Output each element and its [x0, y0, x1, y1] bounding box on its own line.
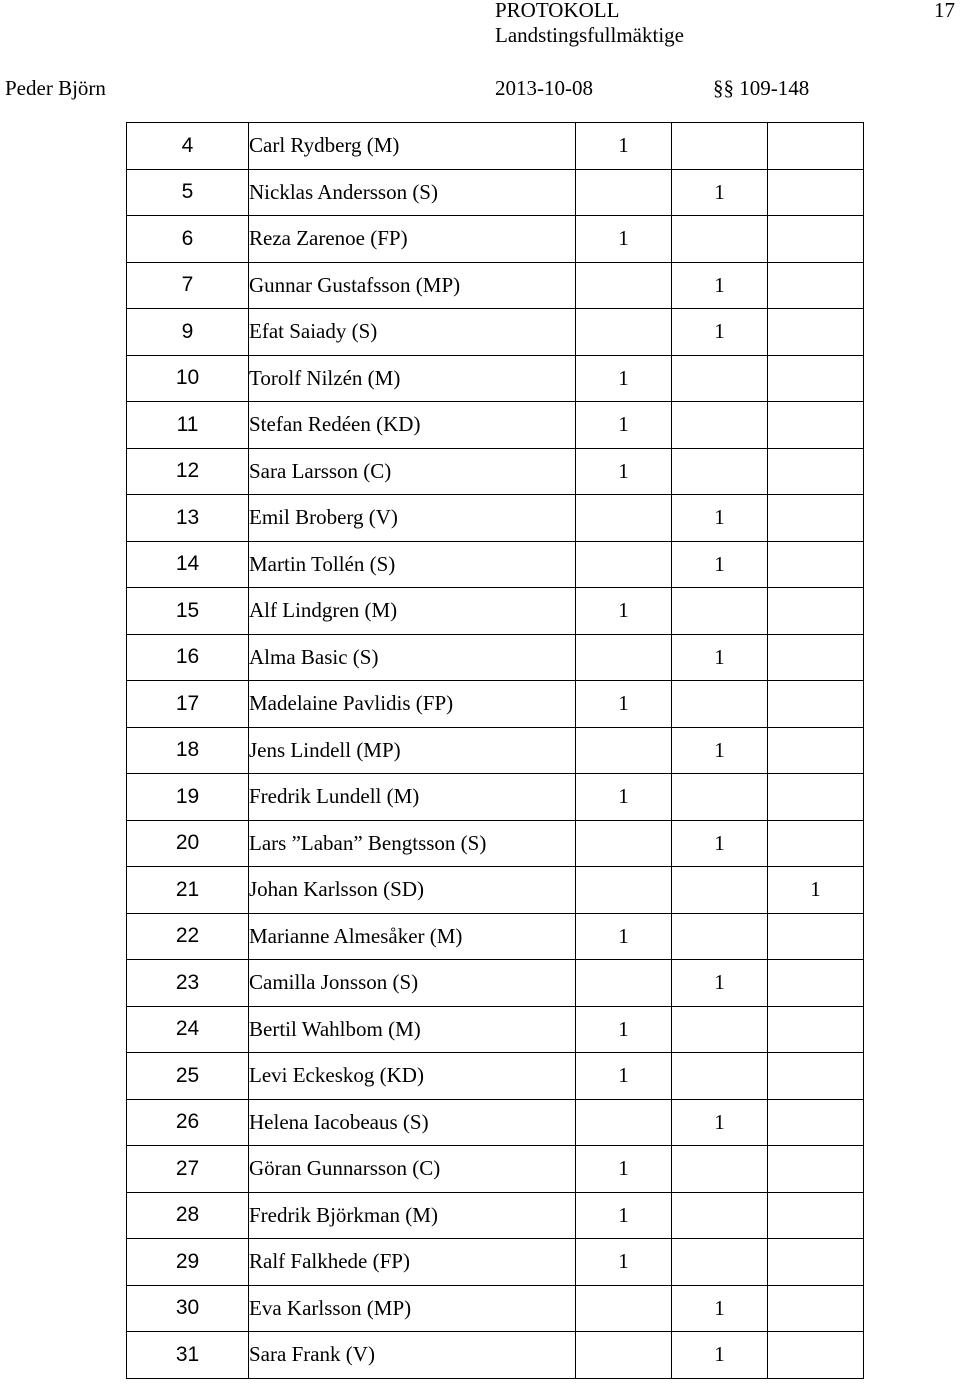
vote-column-3-cell: [768, 355, 864, 402]
vote-column-1-cell: 1: [576, 681, 672, 728]
vote-column-1-cell: 1: [576, 588, 672, 635]
vote-column-1-cell: 1: [576, 1146, 672, 1193]
vote-column-2-cell: [672, 1239, 768, 1286]
member-name-cell: Emil Broberg (V): [249, 495, 576, 542]
member-name-cell: Fredrik Lundell (M): [249, 774, 576, 821]
vote-column-3-cell: [768, 309, 864, 356]
member-number-cell: 21: [127, 867, 249, 914]
vote-column-3-cell: [768, 402, 864, 449]
document-title: PROTOKOLL: [495, 0, 620, 22]
member-number-cell: 27: [127, 1146, 249, 1193]
vote-column-1-cell: [576, 495, 672, 542]
vote-column-2-cell: [672, 867, 768, 914]
vote-column-2-cell: 1: [672, 309, 768, 356]
table-row: [127, 216, 864, 263]
vote-column-3-cell: [768, 1099, 864, 1146]
vote-column-2-cell: 1: [672, 541, 768, 588]
member-number-cell: 17: [127, 681, 249, 728]
vote-column-2-cell: 1: [672, 262, 768, 309]
table-row: [127, 1146, 864, 1193]
member-name-cell: Bertil Wahlbom (M): [249, 1006, 576, 1053]
vote-column-3-cell: [768, 1146, 864, 1193]
member-name-cell: Levi Eckeskog (KD): [249, 1053, 576, 1100]
member-name-cell: Jens Lindell (MP): [249, 727, 576, 774]
vote-column-1-cell: 1: [576, 123, 672, 170]
member-number-cell: 29: [127, 1239, 249, 1286]
member-name-cell: Eva Karlsson (MP): [249, 1285, 576, 1332]
table-row: [127, 727, 864, 774]
member-name-cell: Camilla Jonsson (S): [249, 960, 576, 1007]
vote-column-2-cell: 1: [672, 1099, 768, 1146]
table-row: [127, 1053, 864, 1100]
member-name-cell: Torolf Nilzén (M): [249, 355, 576, 402]
table-row: [127, 402, 864, 449]
member-number-cell: 22: [127, 913, 249, 960]
vote-column-2-cell: 1: [672, 1332, 768, 1379]
member-name-cell: Helena Iacobeaus (S): [249, 1099, 576, 1146]
vote-column-3-cell: [768, 1053, 864, 1100]
table-row: [127, 774, 864, 821]
member-number-cell: 6: [127, 216, 249, 263]
table-row: [127, 262, 864, 309]
vote-column-2-cell: [672, 355, 768, 402]
vote-column-2-cell: [672, 402, 768, 449]
table-row: [127, 1099, 864, 1146]
vote-column-3-cell: [768, 1192, 864, 1239]
vote-column-1-cell: [576, 727, 672, 774]
member-number-cell: 7: [127, 262, 249, 309]
vote-column-1-cell: [576, 169, 672, 216]
member-number-cell: 13: [127, 495, 249, 542]
member-number-cell: 12: [127, 448, 249, 495]
member-name-cell: Johan Karlsson (SD): [249, 867, 576, 914]
page-number: 17: [934, 0, 955, 22]
member-name-cell: Efat Saiady (S): [249, 309, 576, 356]
vote-column-2-cell: [672, 1192, 768, 1239]
member-number-cell: 25: [127, 1053, 249, 1100]
vote-column-3-cell: [768, 634, 864, 681]
table-row: [127, 960, 864, 1007]
vote-column-1-cell: 1: [576, 355, 672, 402]
member-name-cell: Göran Gunnarsson (C): [249, 1146, 576, 1193]
vote-column-2-cell: [672, 588, 768, 635]
member-name-cell: Carl Rydberg (M): [249, 123, 576, 170]
vote-table-body: [127, 123, 864, 1379]
member-name-cell: Nicklas Andersson (S): [249, 169, 576, 216]
table-row: [127, 913, 864, 960]
member-number-cell: 9: [127, 309, 249, 356]
document-date: 2013-10-08: [495, 76, 593, 100]
member-number-cell: 11: [127, 402, 249, 449]
vote-column-2-cell: [672, 123, 768, 170]
table-row: [127, 1285, 864, 1332]
vote-column-2-cell: [672, 1053, 768, 1100]
member-name-cell: Marianne Almesåker (M): [249, 913, 576, 960]
member-number-cell: 5: [127, 169, 249, 216]
table-row: [127, 1192, 864, 1239]
table-row: [127, 309, 864, 356]
member-number-cell: 26: [127, 1099, 249, 1146]
vote-column-3-cell: [768, 1239, 864, 1286]
table-row: [127, 448, 864, 495]
vote-column-1-cell: [576, 820, 672, 867]
member-name-cell: Alf Lindgren (M): [249, 588, 576, 635]
vote-column-2-cell: [672, 1006, 768, 1053]
member-name-cell: Ralf Falkhede (FP): [249, 1239, 576, 1286]
table-row: [127, 1006, 864, 1053]
vote-column-3-cell: [768, 820, 864, 867]
vote-column-1-cell: 1: [576, 216, 672, 263]
vote-column-1-cell: 1: [576, 1192, 672, 1239]
vote-column-1-cell: 1: [576, 402, 672, 449]
vote-column-3-cell: [768, 1285, 864, 1332]
vote-column-3-cell: [768, 495, 864, 542]
vote-column-3-cell: [768, 727, 864, 774]
member-number-cell: 24: [127, 1006, 249, 1053]
vote-column-2-cell: [672, 913, 768, 960]
member-name-cell: Reza Zarenoe (FP): [249, 216, 576, 263]
member-name-cell: Alma Basic (S): [249, 634, 576, 681]
vote-column-3-cell: [768, 681, 864, 728]
document-subtitle: Landstingsfullmäktige: [495, 23, 684, 47]
member-name-cell: Sara Frank (V): [249, 1332, 576, 1379]
vote-column-3-cell: [768, 1006, 864, 1053]
vote-column-1-cell: [576, 960, 672, 1007]
vote-column-2-cell: 1: [672, 1285, 768, 1332]
vote-column-1-cell: [576, 634, 672, 681]
vote-column-3-cell: [768, 588, 864, 635]
member-name-cell: Martin Tollén (S): [249, 541, 576, 588]
vote-column-2-cell: [672, 681, 768, 728]
section-reference: §§ 109-148: [713, 76, 810, 100]
member-number-cell: 15: [127, 588, 249, 635]
member-number-cell: 20: [127, 820, 249, 867]
member-number-cell: 16: [127, 634, 249, 681]
table-row: [127, 169, 864, 216]
vote-column-3-cell: [768, 541, 864, 588]
member-name-cell: Sara Larsson (C): [249, 448, 576, 495]
table-row: [127, 1332, 864, 1379]
vote-column-1-cell: [576, 1099, 672, 1146]
vote-column-1-cell: [576, 1285, 672, 1332]
vote-column-1-cell: [576, 1332, 672, 1379]
vote-column-3-cell: [768, 262, 864, 309]
vote-column-3-cell: [768, 169, 864, 216]
member-name-cell: Stefan Redéen (KD): [249, 402, 576, 449]
vote-column-3-cell: [768, 774, 864, 821]
member-number-cell: 19: [127, 774, 249, 821]
table-row: [127, 541, 864, 588]
author-name: Peder Björn: [5, 76, 106, 100]
member-name-cell: Fredrik Björkman (M): [249, 1192, 576, 1239]
vote-column-1-cell: 1: [576, 1006, 672, 1053]
table-row: [127, 867, 864, 914]
table-row: [127, 681, 864, 728]
vote-table: [126, 122, 864, 1379]
vote-column-3-cell: [768, 123, 864, 170]
vote-column-2-cell: 1: [672, 495, 768, 542]
vote-column-3-cell: [768, 216, 864, 263]
vote-column-2-cell: 1: [672, 960, 768, 1007]
vote-column-2-cell: 1: [672, 820, 768, 867]
member-number-cell: 28: [127, 1192, 249, 1239]
table-row: [127, 634, 864, 681]
table-row: [127, 820, 864, 867]
vote-column-1-cell: 1: [576, 1053, 672, 1100]
vote-column-3-cell: 1: [768, 867, 864, 914]
vote-column-3-cell: [768, 448, 864, 495]
table-row: [127, 588, 864, 635]
member-number-cell: 10: [127, 355, 249, 402]
vote-column-1-cell: 1: [576, 774, 672, 821]
vote-column-1-cell: 1: [576, 1239, 672, 1286]
vote-column-2-cell: 1: [672, 634, 768, 681]
vote-column-1-cell: 1: [576, 913, 672, 960]
vote-column-3-cell: [768, 913, 864, 960]
member-name-cell: Gunnar Gustafsson (MP): [249, 262, 576, 309]
member-name-cell: Lars ”Laban” Bengtsson (S): [249, 820, 576, 867]
vote-column-2-cell: [672, 448, 768, 495]
table-row: [127, 495, 864, 542]
member-number-cell: 4: [127, 123, 249, 170]
vote-column-3-cell: [768, 960, 864, 1007]
member-number-cell: 14: [127, 541, 249, 588]
vote-column-1-cell: [576, 867, 672, 914]
vote-column-2-cell: 1: [672, 169, 768, 216]
member-number-cell: 23: [127, 960, 249, 1007]
vote-column-2-cell: 1: [672, 727, 768, 774]
table-row: [127, 123, 864, 170]
table-row: [127, 1239, 864, 1286]
vote-column-2-cell: [672, 216, 768, 263]
vote-column-1-cell: 1: [576, 448, 672, 495]
vote-column-2-cell: [672, 1146, 768, 1193]
vote-column-2-cell: [672, 774, 768, 821]
vote-column-1-cell: [576, 309, 672, 356]
member-number-cell: 18: [127, 727, 249, 774]
vote-column-1-cell: [576, 541, 672, 588]
table-row: [127, 355, 864, 402]
member-number-cell: 31: [127, 1332, 249, 1379]
vote-column-3-cell: [768, 1332, 864, 1379]
member-name-cell: Madelaine Pavlidis (FP): [249, 681, 576, 728]
member-number-cell: 30: [127, 1285, 249, 1332]
vote-column-1-cell: [576, 262, 672, 309]
